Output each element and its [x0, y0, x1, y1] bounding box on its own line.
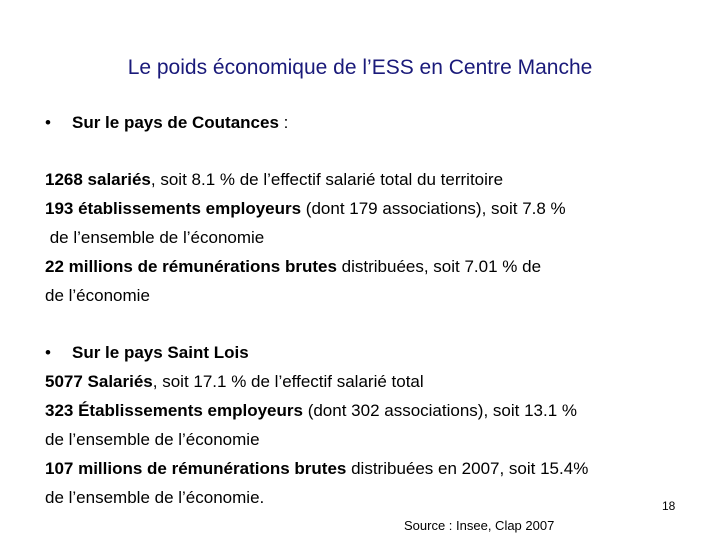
section1-line5: de l’économie	[45, 286, 150, 305]
section1-line1-bold: 1268 salariés	[45, 170, 151, 189]
section2-line2-rest: (dont 302 associations), soit 13.1 %	[302, 401, 578, 420]
page-number: 18	[662, 499, 676, 513]
section2-line1-rest: , soit 17.1 % de l’effectif salarié total	[152, 372, 424, 391]
section1-heading	[45, 113, 288, 133]
section1-line1	[45, 170, 503, 190]
section2-line1	[45, 372, 424, 392]
bullet-icon: •	[45, 343, 51, 362]
section1-line1-rest: , soit 8.1 % de l’effectif salarié total du territoire	[150, 170, 504, 189]
section1-line2-rest: (dont 179 associations), soit 7.8 %	[301, 199, 566, 218]
section2-line2	[45, 401, 577, 421]
slide-title: Le poids économique de l’ESS en Centre Manche	[127, 56, 593, 79]
section1-heading-rest: :	[278, 113, 289, 132]
section1-line3: de l’ensemble de l’économie	[45, 228, 265, 247]
section1-line2-bold: 193 établissements employeurs	[45, 199, 302, 218]
section1-line4	[45, 257, 541, 277]
section1-line4-rest: distribuées, soit 7.01 % de	[336, 257, 542, 276]
section2-heading	[45, 343, 249, 363]
section1-line2	[45, 199, 566, 219]
section2-line1-bold: 5077 Salariés	[45, 372, 153, 391]
section2-line3: de l’ensemble de l’économie	[45, 430, 260, 449]
section2-line5: de l’ensemble de l’économie.	[45, 488, 265, 507]
section2-line4-rest: distribuées en 2007, soit 15.4%	[346, 459, 589, 478]
section2-heading-bold: Sur le pays Saint Lois	[72, 343, 249, 362]
section2-line4	[45, 459, 588, 479]
section1-line4-bold: 22 millions de rémunérations brutes	[45, 257, 337, 276]
section1-heading-bold: Sur le pays de Coutances	[72, 113, 279, 132]
section2-line2-bold: 323 Établissements employeurs	[45, 401, 303, 420]
section2-line4-bold: 107 millions de rémunérations brutes	[45, 459, 347, 478]
bullet-icon: •	[45, 113, 51, 132]
source-note: Source : Insee, Clap 2007	[404, 518, 555, 533]
